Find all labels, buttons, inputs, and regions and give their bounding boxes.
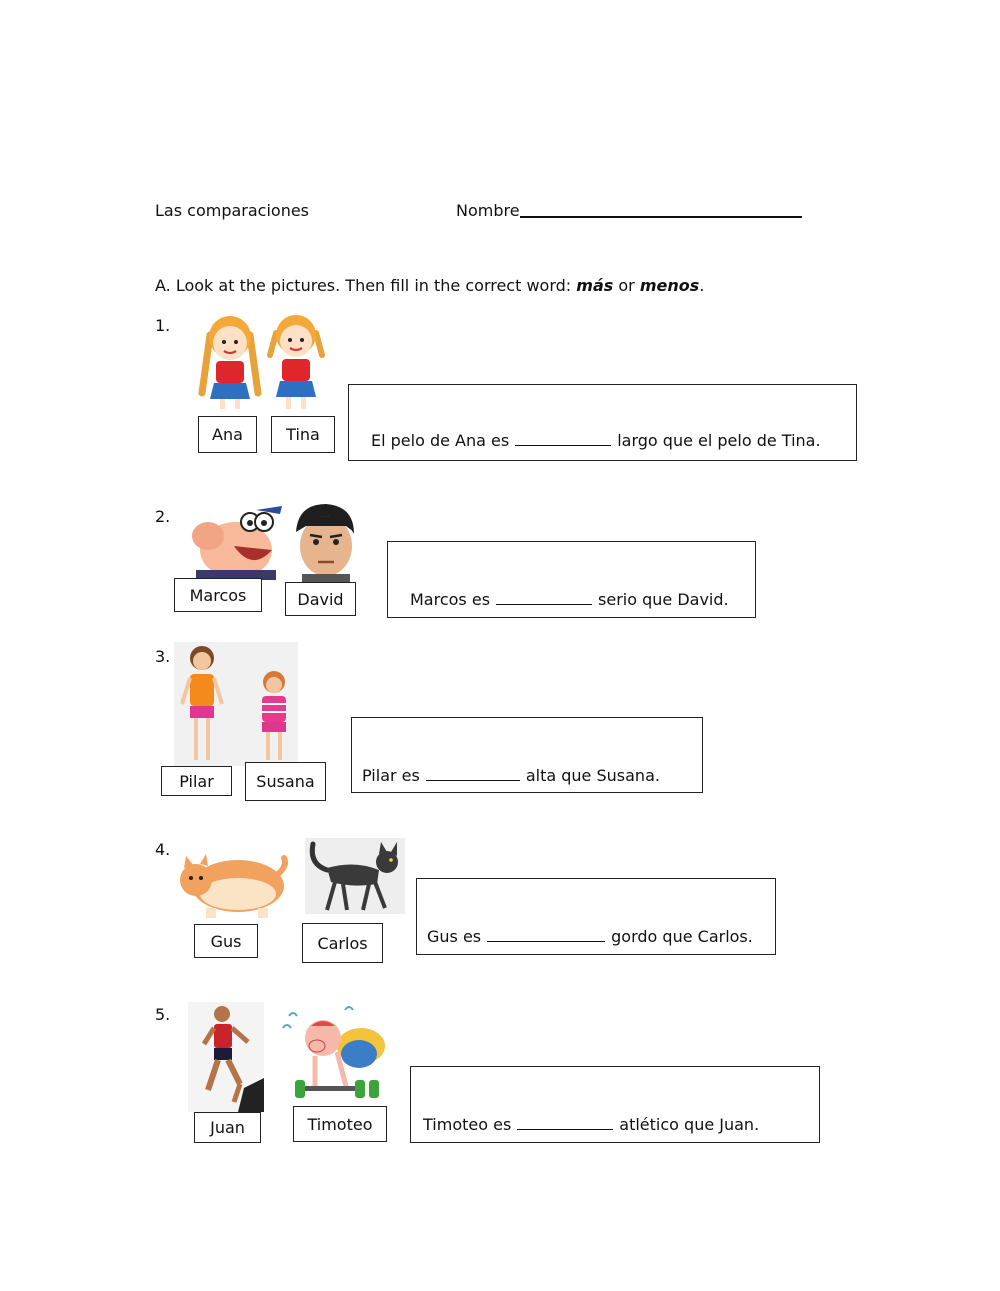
sentence-box bbox=[387, 541, 756, 618]
girls-height-image bbox=[174, 642, 298, 766]
answer-blank[interactable] bbox=[517, 1115, 613, 1130]
name-label-pilar: Pilar bbox=[161, 766, 232, 796]
instructions-connector: or bbox=[613, 276, 640, 295]
fat-cat-image bbox=[176, 850, 288, 920]
sentence-box bbox=[416, 878, 776, 955]
name-label-marcos: Marcos bbox=[174, 578, 262, 612]
sentence-after: gordo que Carlos. bbox=[611, 927, 753, 946]
instructions bbox=[155, 276, 704, 295]
sentence-before: Timoteo es bbox=[423, 1115, 512, 1134]
word-menos: menos bbox=[639, 276, 700, 295]
instructions-prefix: A. Look at the pictures. Then fill in the correct word: bbox=[155, 276, 577, 295]
sentence-before: Marcos es bbox=[410, 590, 491, 609]
david-cartoon-image bbox=[288, 502, 362, 582]
sentence-before: El pelo de Ana es bbox=[371, 431, 510, 450]
name-line[interactable] bbox=[520, 216, 802, 218]
name-label-david: David bbox=[285, 582, 356, 616]
sentence-before: Pilar es bbox=[362, 766, 420, 785]
item-number: 1. bbox=[155, 316, 171, 335]
answer-blank[interactable] bbox=[426, 766, 520, 781]
name-label-ana: Ana bbox=[198, 416, 257, 453]
answer-blank[interactable] bbox=[515, 431, 611, 446]
answer-blank[interactable] bbox=[496, 590, 592, 605]
answer-blank[interactable] bbox=[487, 927, 605, 942]
thin-cat-image bbox=[305, 838, 405, 914]
sentence-box bbox=[410, 1066, 820, 1143]
worksheet-title: Las comparaciones bbox=[155, 201, 310, 220]
sentence-after: serio que David. bbox=[598, 590, 729, 609]
tired-man-dumbbell-image bbox=[275, 1002, 395, 1106]
word-mas: más bbox=[576, 276, 614, 295]
runner-image bbox=[188, 1002, 264, 1112]
girls-braids-image bbox=[196, 313, 332, 415]
name-label-gus: Gus bbox=[194, 924, 258, 958]
name-label-tina: Tina bbox=[271, 416, 335, 453]
sentence-box bbox=[348, 384, 857, 461]
instructions-suffix: . bbox=[699, 276, 705, 295]
name-label-susana: Susana bbox=[245, 762, 326, 801]
item-number: 3. bbox=[155, 647, 171, 666]
sentence-after: alta que Susana. bbox=[525, 766, 660, 785]
marcos-cartoon-image bbox=[186, 500, 284, 580]
sentence-after: largo que el pelo de Tina. bbox=[617, 431, 821, 450]
name-label-carlos: Carlos bbox=[302, 923, 383, 963]
name-label-timoteo: Timoteo bbox=[293, 1106, 387, 1142]
sentence-box bbox=[351, 717, 703, 793]
name-label-juan: Juan bbox=[194, 1112, 261, 1143]
item-number: 2. bbox=[155, 507, 171, 526]
name-label: Nombre bbox=[456, 201, 520, 220]
sentence-before: Gus es bbox=[427, 927, 482, 946]
item-number: 5. bbox=[155, 1005, 171, 1024]
sentence-after: atlético que Juan. bbox=[619, 1115, 760, 1134]
item-number: 4. bbox=[155, 840, 171, 859]
